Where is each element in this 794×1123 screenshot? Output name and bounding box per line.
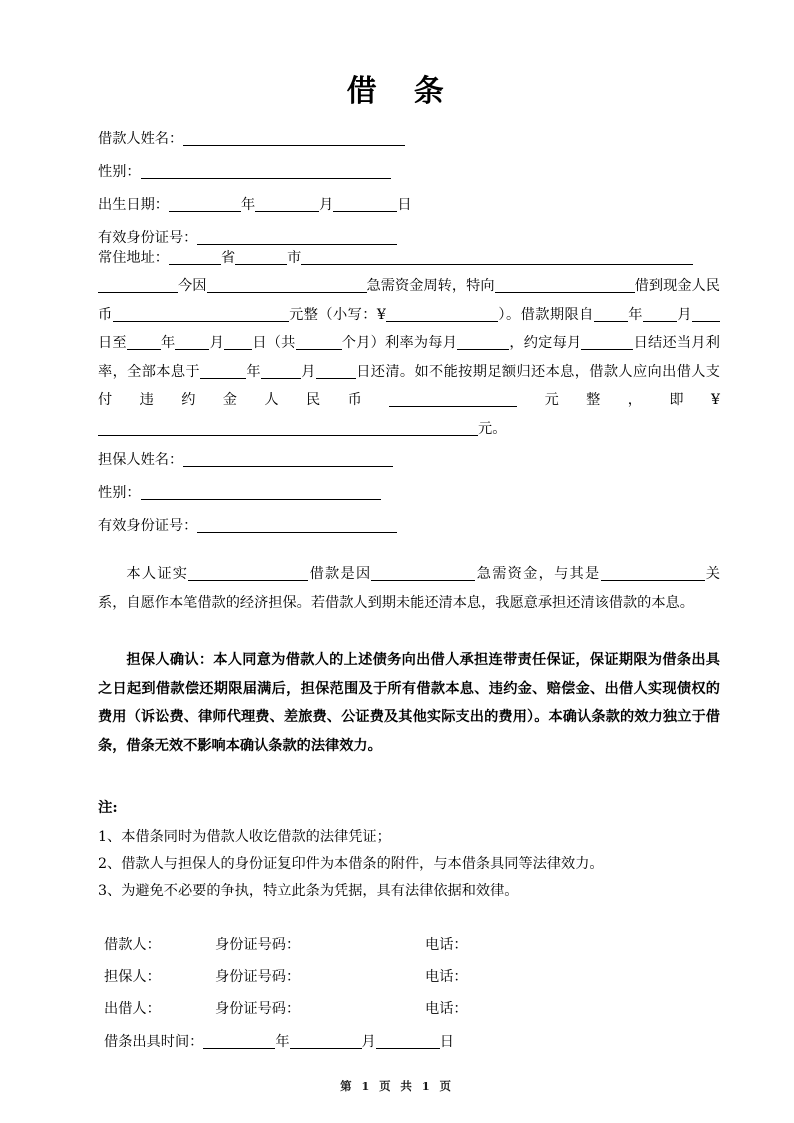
field-guarantor-name-blank[interactable] xyxy=(183,451,393,467)
loan-blank-settle-day[interactable] xyxy=(581,334,633,350)
field-guarantor-name-label: 担保人姓名： xyxy=(98,452,184,468)
issue-date-row xyxy=(104,1031,454,1051)
field-birth-day-unit: 日 xyxy=(397,197,412,213)
loan-seg9: 年 xyxy=(160,335,176,351)
loan-blank-lender[interactable] xyxy=(495,277,635,293)
certify-seg4: 关系，自愿作本笔借款的经济担保。若借款人到期未能还清本息，我愿意承担还清该借款的本息。 xyxy=(98,566,720,611)
issue-date-month-unit: 月 xyxy=(361,1034,376,1050)
notes-item-3: 3、为避免不必要的争执，特立此条为凭据，具有法律依据和效律。 xyxy=(98,883,519,899)
certify-blank-relation[interactable] xyxy=(601,565,705,581)
field-borrower-gender xyxy=(98,163,391,181)
issue-date-year-blank[interactable] xyxy=(203,1033,275,1049)
loan-seg18: 元整，即¥ xyxy=(517,392,720,408)
field-birth-day-blank[interactable] xyxy=(333,196,397,212)
loan-seg16: 月 xyxy=(300,363,316,380)
field-borrower-address xyxy=(98,249,693,267)
issue-date-day-unit: 日 xyxy=(439,1034,454,1050)
loan-seg13: ，约定每月 xyxy=(509,335,582,351)
signature-row-lender-id[interactable]: 身份证号码： xyxy=(215,1001,301,1017)
loan-blank-start-year[interactable] xyxy=(594,306,628,322)
loan-blank-lender-prefix[interactable] xyxy=(98,277,178,293)
field-borrower-birthdate xyxy=(98,196,412,214)
field-guarantor-gender-label: 性别： xyxy=(98,485,141,501)
signature-row-lender-role[interactable]: 出借人： xyxy=(104,1001,161,1017)
page-footer: 第 1 页 共 1 页 xyxy=(340,1079,454,1093)
loan-blank-final-day[interactable] xyxy=(316,363,356,379)
loan-blank-amount-words[interactable] xyxy=(113,306,289,322)
field-borrower-birthdate-label: 出生日期： xyxy=(98,197,169,213)
field-borrower-id xyxy=(98,229,397,247)
field-guarantor-gender xyxy=(98,484,381,502)
guarantor-confirmation-paragraph: 担保人确认：本人同意为借款人的上述债务向出借人承担连带责任保证，保证期限为借条出具之日起到借款偿还期限届满后，担保范围及于所有借款本息、违约金、赔偿金、出借人实现债权的费用（诉讼费、律师代理费、差旅费、公证费及其他实际支出的费用）。本确认条款的效力独立于借条，借条无效不影响本确认条款的法律效力。 xyxy=(98,652,720,754)
signature-row-lender-phone[interactable]: 电话： xyxy=(425,1001,468,1017)
field-guarantor-id xyxy=(98,517,397,535)
loan-blank-amount-digits[interactable] xyxy=(386,306,498,322)
certify-blank-reason[interactable] xyxy=(371,565,475,581)
field-address-city-blank[interactable] xyxy=(235,249,287,265)
field-birth-month-blank[interactable] xyxy=(255,196,319,212)
loan-seg15: 年 xyxy=(245,363,261,380)
field-borrower-name xyxy=(98,130,405,148)
field-guarantor-id-label: 有效身份证号： xyxy=(98,518,198,534)
loan-blank-months-count[interactable] xyxy=(296,334,342,350)
loan-blank-reason[interactable] xyxy=(207,277,367,293)
field-borrower-id-blank[interactable] xyxy=(197,229,397,245)
loan-seg17: 日还清。如不能按期足额归还本息，借款人应向出借人支付违约金人民币 xyxy=(98,363,720,408)
signature-row-guarantor-role[interactable]: 担保人： xyxy=(104,969,161,985)
page-title: 借 条 xyxy=(346,74,448,109)
loan-blank-final-year[interactable] xyxy=(200,363,246,379)
certify-seg1: 本人证实 xyxy=(126,566,189,582)
signature-row-guarantor-phone[interactable]: 电话： xyxy=(425,969,468,985)
loan-seg19: 元。 xyxy=(478,420,507,437)
notes-item-1: 1、本借条同时为借款人收讫借款的法律凭证； xyxy=(98,829,391,845)
field-borrower-name-label: 借款人姓名： xyxy=(98,131,184,147)
field-borrower-gender-blank[interactable] xyxy=(141,163,391,179)
loan-seg4: 元整（小写：¥ xyxy=(288,306,386,323)
loan-seg8: 日至 xyxy=(98,335,127,351)
loan-seg2: 急需资金周转，特向 xyxy=(366,278,495,294)
field-address-province-blank[interactable] xyxy=(169,249,221,265)
field-guarantor-gender-blank[interactable] xyxy=(141,484,381,500)
loan-blank-end-day[interactable] xyxy=(224,334,252,350)
signature-row-borrower-role[interactable]: 借款人： xyxy=(104,937,161,953)
loan-seg12: 个月）利率为每月 xyxy=(341,335,458,351)
loan-seg6: 年 xyxy=(627,306,643,323)
field-borrower-id-label: 有效身份证号： xyxy=(98,230,198,246)
certify-blank-borrower[interactable] xyxy=(188,565,308,581)
field-borrower-gender-label: 性别： xyxy=(98,164,141,180)
field-address-detail-blank[interactable] xyxy=(301,249,693,265)
certify-seg3: 急需资金，与其是 xyxy=(475,566,601,582)
field-borrower-name-blank[interactable] xyxy=(183,130,405,146)
issue-date-label: 借条出具时间： xyxy=(104,1034,204,1050)
signature-row-borrower-id[interactable]: 身份证号码： xyxy=(215,937,301,953)
loan-terms-paragraph xyxy=(98,272,720,443)
loan-blank-penalty-digits[interactable] xyxy=(98,420,478,436)
signature-row-borrower-phone[interactable]: 电话： xyxy=(425,937,468,953)
issue-date-month-blank[interactable] xyxy=(290,1033,362,1049)
certify-paragraph xyxy=(98,560,720,617)
loan-seg7: 月 xyxy=(676,306,692,323)
signature-row-guarantor-id[interactable]: 身份证号码： xyxy=(215,969,301,985)
field-birth-month-unit: 月 xyxy=(319,197,334,213)
loan-blank-start-month[interactable] xyxy=(643,306,677,322)
loan-seg3: 借到现金人民币 xyxy=(98,278,720,323)
loan-blank-final-month[interactable] xyxy=(261,363,301,379)
loan-seg10: 月 xyxy=(209,335,225,351)
loan-seg11: 日（共 xyxy=(252,335,296,351)
notes-heading: 注: xyxy=(98,799,118,816)
loan-seg1: 今因 xyxy=(178,278,207,294)
loan-blank-penalty-words[interactable] xyxy=(389,391,517,407)
field-guarantor-id-blank[interactable] xyxy=(197,517,397,533)
loan-blank-rate[interactable] xyxy=(457,334,509,350)
field-birth-year-blank[interactable] xyxy=(169,196,241,212)
certify-seg2: 借款是因 xyxy=(308,566,372,582)
loan-seg5: ）。借款期限自 xyxy=(497,306,594,323)
field-birth-year-unit: 年 xyxy=(240,197,256,213)
loan-blank-end-month[interactable] xyxy=(175,334,209,350)
notes-item-2: 2、借款人与担保人的身份证复印件为本借条的附件，与本借条具同等法律效力。 xyxy=(98,856,604,872)
loan-blank-start-day[interactable] xyxy=(692,306,720,322)
field-borrower-address-label: 常住地址： xyxy=(98,250,169,266)
issue-date-year-unit: 年 xyxy=(275,1034,290,1050)
field-address-city-unit: 市 xyxy=(287,250,302,266)
loan-blank-end-year[interactable] xyxy=(127,334,161,350)
field-address-province-unit: 省 xyxy=(220,250,236,266)
loan-seg14: 日结还当月利率，全部本息于 xyxy=(98,335,720,380)
issue-date-day-blank[interactable] xyxy=(376,1033,440,1049)
field-guarantor-name xyxy=(98,451,393,469)
